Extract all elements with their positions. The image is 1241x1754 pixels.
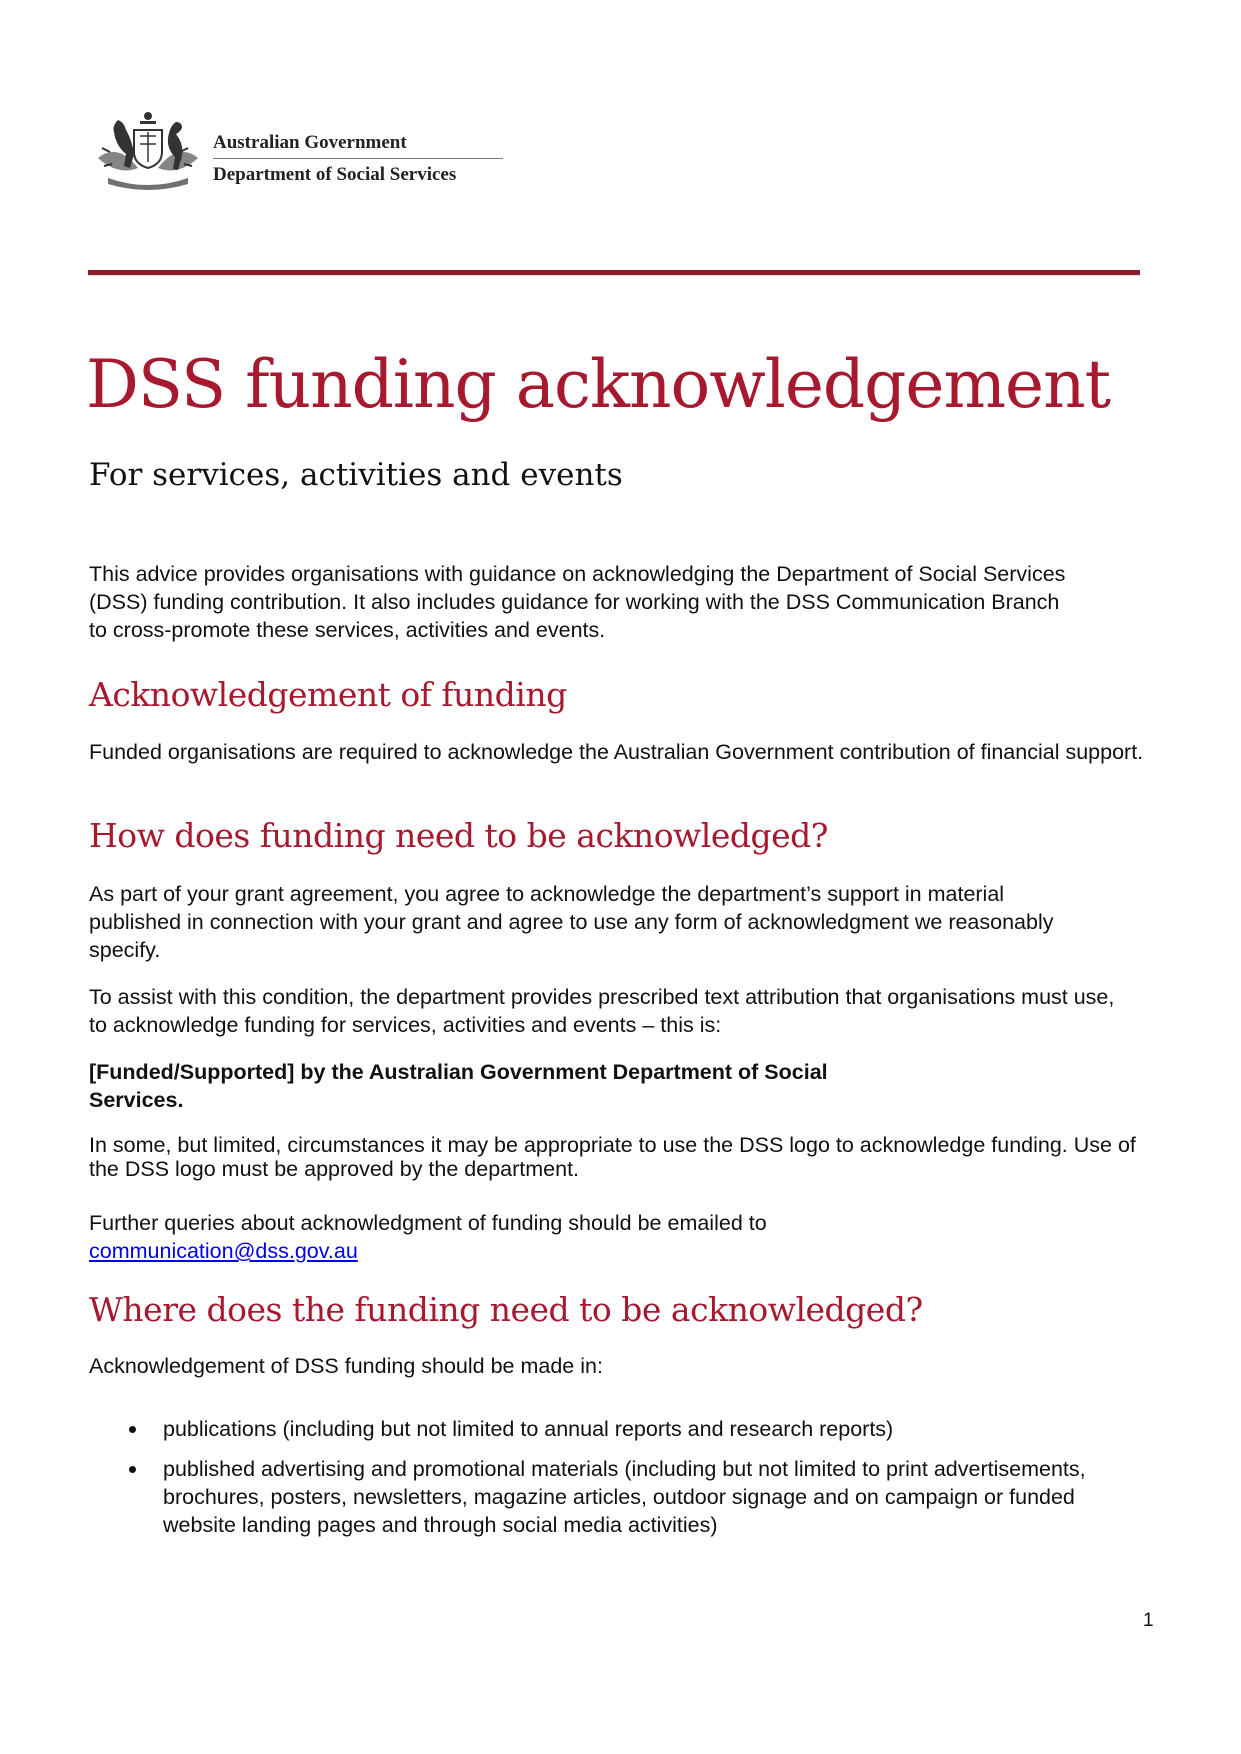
logo-government-name: Australian Government	[213, 132, 407, 153]
grant-agreement-paragraph: As part of your grant agreement, you agree to acknowledge the department’s support in material published in connection with your grant and agree to use any form of acknowledgment we reasonably specify.	[89, 882, 1054, 962]
attribution-paragraph: To assist with this condition, the department provides prescribed text attribution that organisations must use, to acknowledge funding for services, activities and events – this is:	[89, 985, 1115, 1037]
commonwealth-coat-of-arms-icon	[88, 108, 208, 198]
australian-government-dss-logo	[88, 108, 508, 198]
where-intro-paragraph: Acknowledgement of DSS funding should be made in:	[89, 1354, 603, 1378]
email-link[interactable]: communication@dss.gov.au	[89, 1239, 358, 1263]
list-item-text: publications (including but not limited to annual reports and research reports)	[163, 1417, 894, 1441]
bullet-icon	[129, 1466, 136, 1473]
dss-logo-paragraph: In some, but limited, circumstances it may be appropriate to use the DSS logo to acknowledge funding. Use of the DSS logo must be approved by the department.	[89, 1133, 1136, 1181]
logo-divider	[213, 158, 503, 159]
prescribed-attribution-text: [Funded/Supported] by the Australian Government Department of Social Services.	[89, 1060, 828, 1112]
queries-text: Further queries about acknowledgment of funding should be emailed to	[89, 1211, 767, 1235]
list-item	[89, 1455, 1149, 1539]
page-subtitle: For services, activities and events	[89, 457, 623, 493]
heading-how-acknowledged: How does funding need to be acknowledged?	[89, 816, 828, 855]
heading-acknowledgement-of-funding: Acknowledgement of funding	[89, 675, 567, 714]
bullet-icon	[129, 1426, 136, 1433]
logo-department-name: Department of Social Services	[213, 164, 457, 185]
list-item	[89, 1415, 1149, 1443]
funding-paragraph: Funded organisations are required to acknowledge the Australian Government contribution of financial support.	[89, 740, 1144, 764]
queries-paragraph	[89, 1209, 1169, 1265]
intro-paragraph: This advice provides organisations with guidance on acknowledging the Department of Social Services (DSS) funding contribution. It also includes guidance for working with the DSS Communication Branch to cross-promote these services, activities and events.	[89, 562, 1066, 642]
page-number: 1	[1143, 1610, 1154, 1631]
list-item-text: published advertising and promotional materials (including but not limited to print advertisements, brochures, posters, newsletters, magazine articles, outdoor signage and on campaign or funded website landing pages and through social media activities)	[163, 1457, 1086, 1537]
page-title: DSS funding acknowledgement	[86, 346, 1111, 423]
acknowledgement-locations-list	[89, 1415, 1149, 1551]
heading-where-acknowledged: Where does the funding need to be acknowledged?	[89, 1290, 923, 1329]
header-rule	[88, 270, 1140, 275]
